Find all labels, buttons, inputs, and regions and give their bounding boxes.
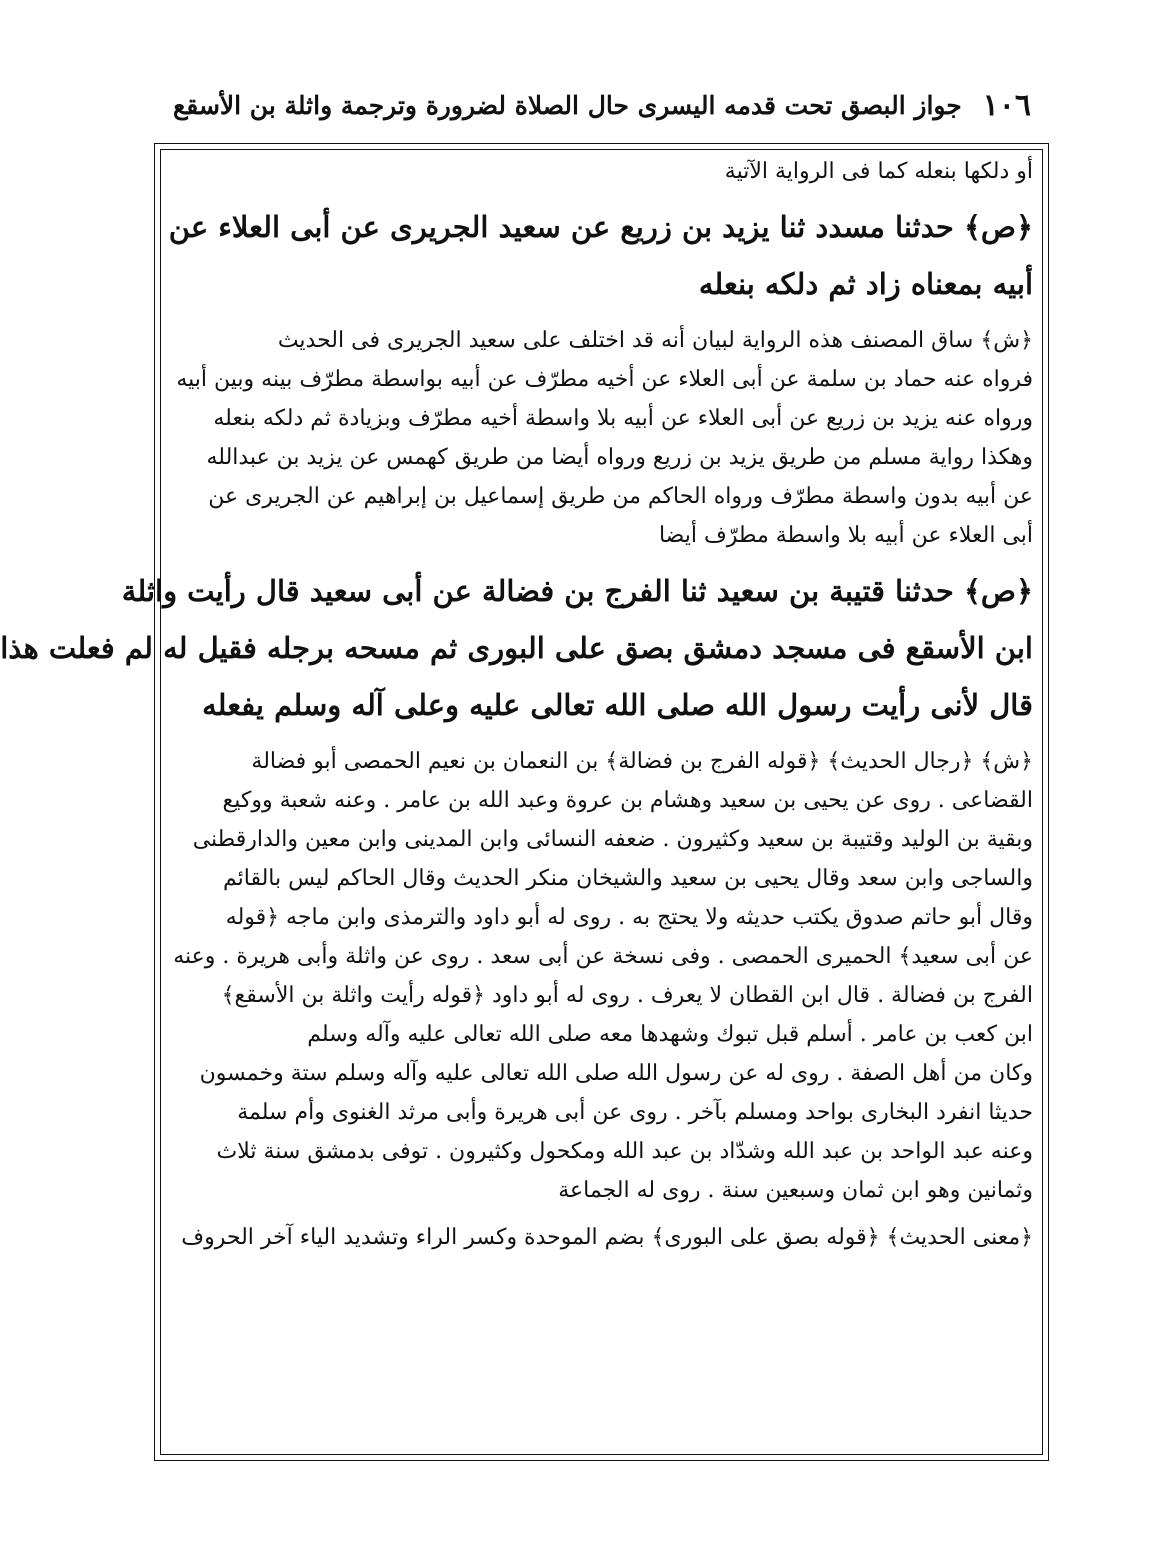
hadith-text-line: ﴿ص﴾ حدثنا مسدد ثنا يزيد بن زريع عن سعيد الجريرى عن أبى العلاء عن: [168, 210, 1033, 244]
commentary-text-line: أو دلكها بنعله كما فى الرواية الآتية: [724, 159, 1033, 184]
commentary-text-line: وقال أبو حاتم صدوق يكتب حديثه ولا يحتج به . روى له أبو داود والترمذى وابن ماجه ﴿قوله: [225, 905, 1033, 930]
commentary-text-line: ﴿ش﴾ ساق المصنف هذه الرواية لبيان أنه قد اختلف على سعيد الجريرى فى الحديث: [277, 328, 1033, 353]
commentary-text-line: ﴿معنى الحديث﴾ ﴿قوله بصق على البورى﴾ بضم الموحدة وكسر الراء وتشديد الياء آخر الحروف: [181, 1225, 1033, 1250]
commentary-text-line: والساجى وابن سعد وقال يحيى بن سعيد والشيخان منكر الحديث وقال الحاكم ليس بالقائم: [223, 866, 1033, 891]
commentary-text-line: ابن كعب بن عامر . أسلم قبل تبوك وشهدها معه صلى الله تعالى عليه وآله وسلم: [307, 1022, 1033, 1047]
commentary-text-line: وهكذا رواية مسلم من طريق يزيد بن زريع ورواه أيضا من طريق كهمس عن يزيد بن عبدالله: [206, 445, 1033, 470]
page-header: [173, 84, 1031, 126]
commentary-text-line: ورواه عنه يزيد بن زريع عن أبى العلاء عن أبيه بلا واسطة أخيه مطرّف وبزيادة ثم دلكه بنعله: [213, 406, 1033, 431]
hadith-text-line: ابن الأسقع فى مسجد دمشق بصق على البورى ثم مسحه برجله فقيل له لم فعلت هذا: [0, 631, 1033, 665]
commentary-text-line: أبى العلاء عن أبيه بلا واسطة مطرّف أيضا: [658, 523, 1033, 548]
commentary-text-line: فرواه عنه حماد بن سلمة عن أبى العلاء عن أخيه مطرّف عن أبيه بواسطة مطرّف بينه وبين أبيه: [176, 367, 1033, 392]
hadith-text-line: أبيه بمعناه زاد ثم دلكه بنعله: [698, 267, 1033, 301]
running-title: جواز البصق تحت قدمه اليسرى حال الصلاة لضرورة وترجمة واثلة بن الأسقع: [173, 90, 962, 120]
commentary-text-line: وكان من أهل الصفة . روى له عن رسول الله صلى الله تعالى عليه وآله وسلم ستة وخمسون: [199, 1061, 1033, 1086]
commentary-text-line: وعنه عبد الواحد بن عبد الله وشدّاد بن عبد الله ومكحول وكثيرون . توفى بدمشق سنة ثلاث: [216, 1139, 1033, 1164]
commentary-text-line: القضاعى . روى عن يحيى بن سعيد وهشام بن عروة وعبد الله بن عامر . وعنه شعبة ووكيع: [222, 788, 1033, 813]
commentary-text-line: ﴿ش﴾ ﴿رجال الحديث﴾ ﴿قوله الفرج بن فضالة﴾ بن النعمان بن نعيم الحمصى أبو فضالة: [251, 749, 1033, 774]
page-number: ١٠٦: [982, 87, 1031, 123]
hadith-text-line: قال لأنى رأيت رسول الله صلى الله تعالى عليه وعلى آله وسلم يفعله: [202, 688, 1033, 722]
commentary-text-line: عن أبيه بدون واسطة مطرّف ورواه الحاكم من طريق إسماعيل بن إبراهيم عن الجريرى عن: [208, 484, 1033, 509]
commentary-text-line: عن أبى سعيد﴾ الحميرى الحمصى . وفى نسخة عن أبى سعد . روى عن واثلة وأبى هريرة . وعنه: [173, 944, 1033, 969]
page-body: [0, 152, 1033, 1447]
commentary-text-line: وبقية بن الوليد وقتيبة بن سعيد وكثيرون . ضعفه النسائى وابن المدينى وابن معين والدارقطنى: [192, 827, 1033, 852]
hadith-text-line: ﴿ص﴾ حدثنا قتيبة بن سعيد ثنا الفرج بن فضالة عن أبى سعيد قال رأيت واثلة: [121, 574, 1033, 608]
commentary-text-line: الفرج بن فضالة . قال ابن القطان لا يعرف . روى له أبو داود ﴿قوله رأيت واثلة بن الأسقع﴾: [221, 983, 1033, 1008]
commentary-text-line: وثمانين وهو ابن ثمان وسبعين سنة . روى له الجماعة: [558, 1178, 1033, 1203]
commentary-text-line: حديثا انفرد البخارى بواحد ومسلم بآخر . روى عن أبى هريرة وأبى مرثد الغنوى وأم سلمة: [237, 1100, 1033, 1125]
